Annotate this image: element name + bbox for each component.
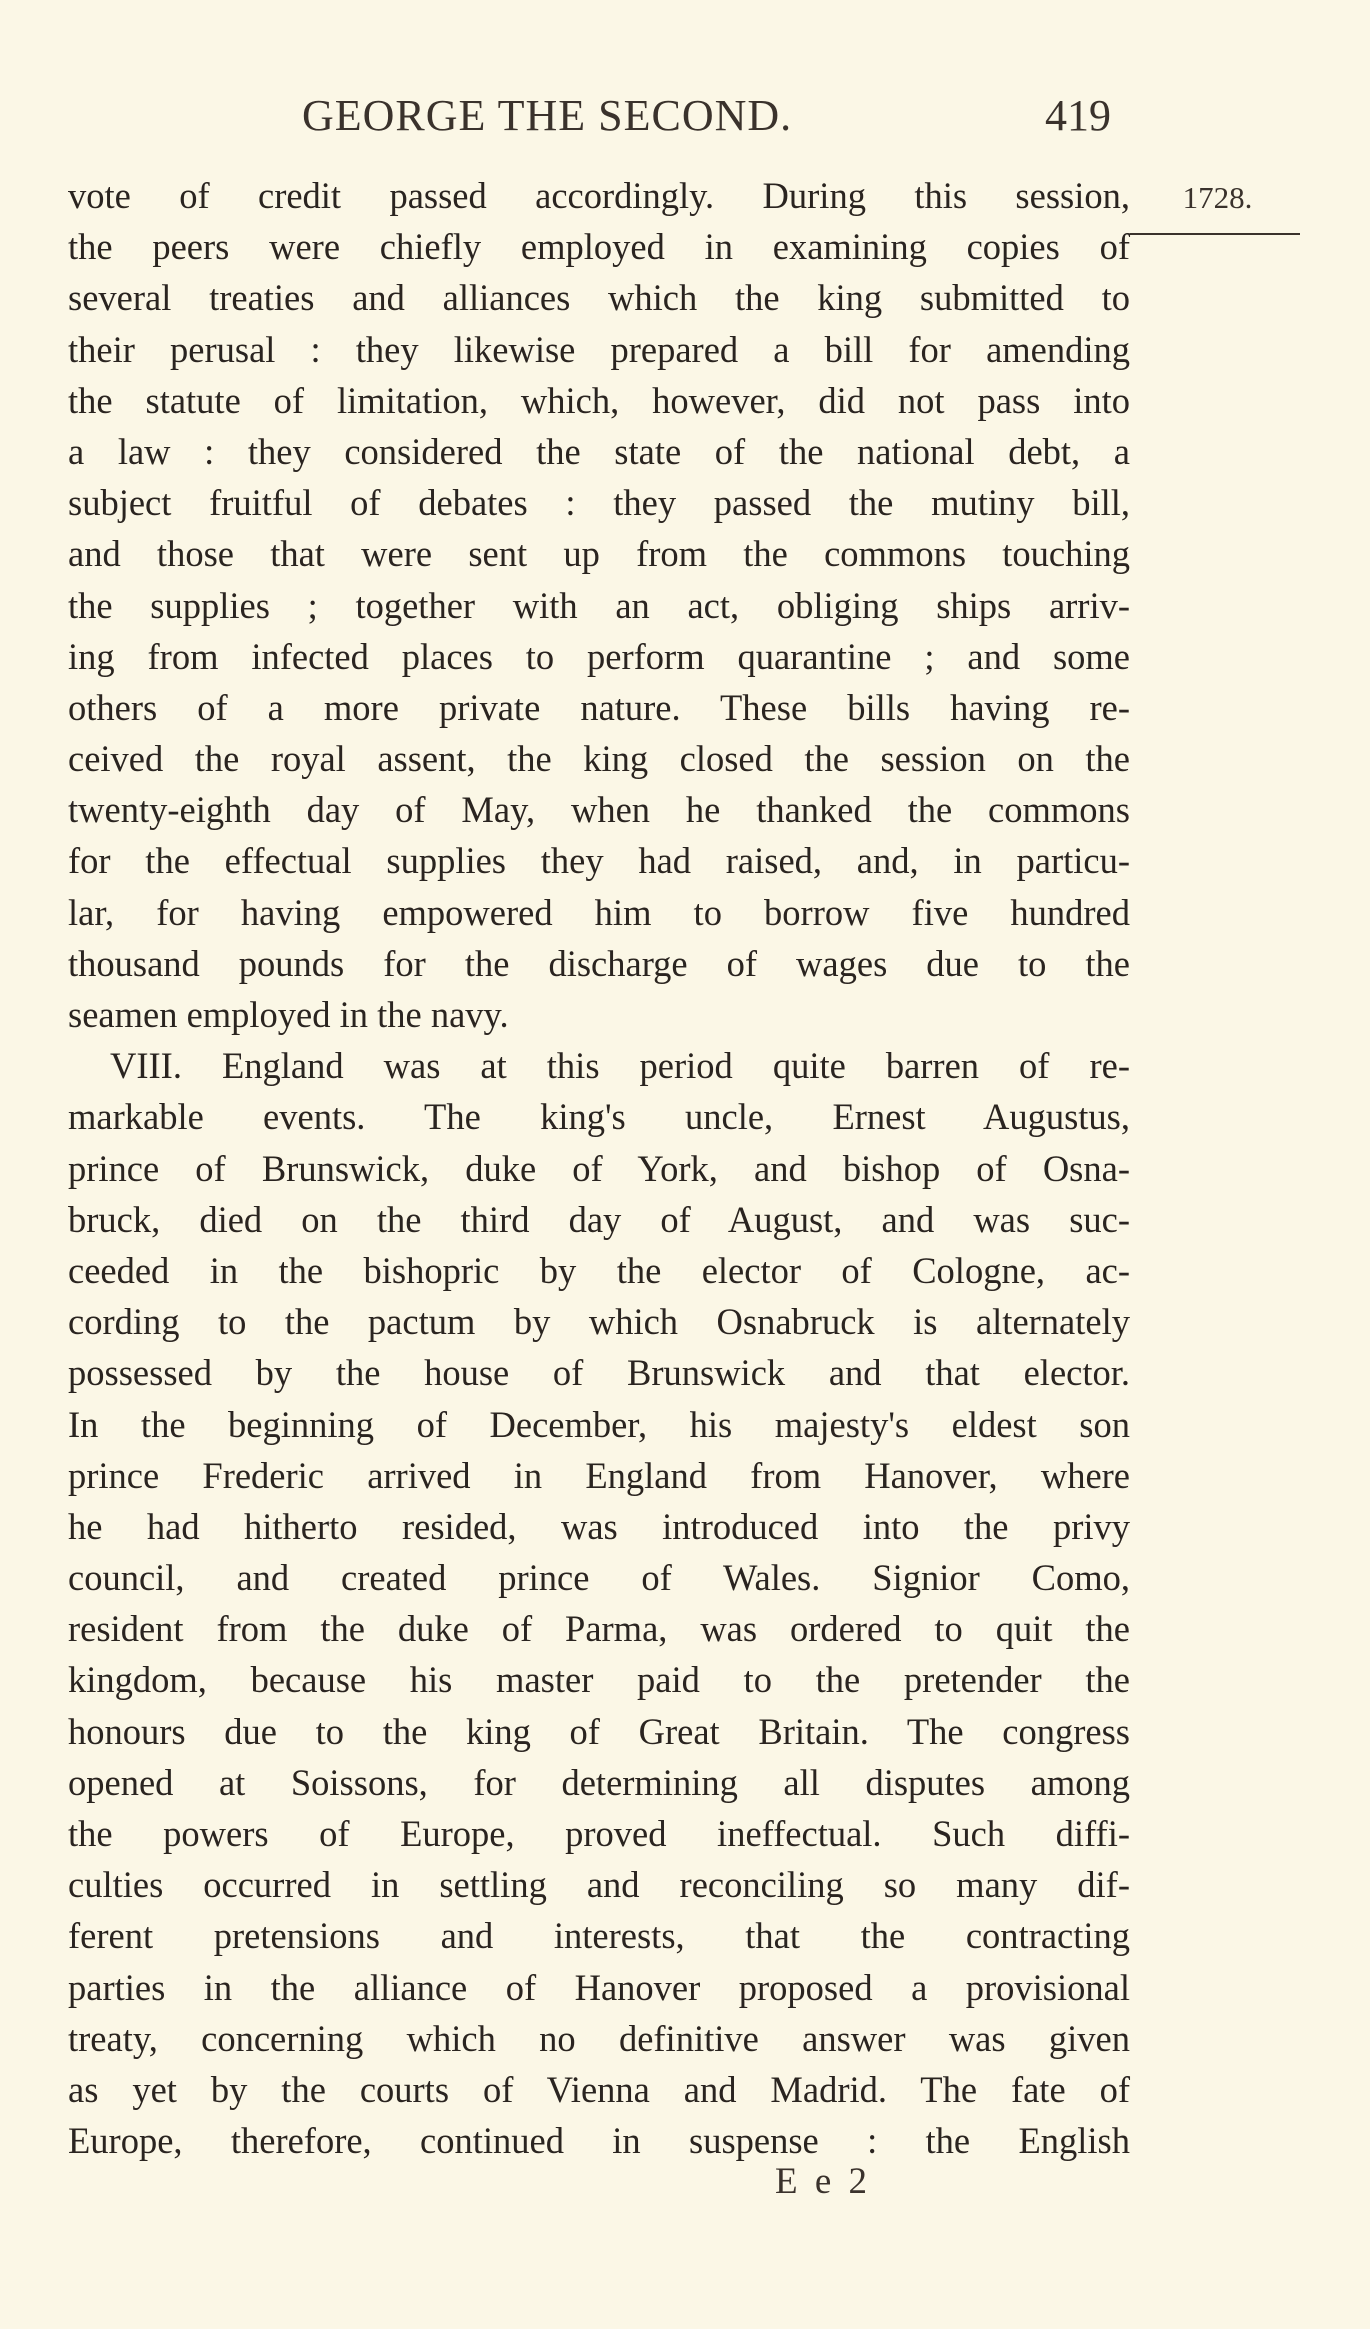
text-line: treaty, concerning which no definitive answer was given	[68, 2017, 1130, 2059]
text-line: the statute of limitation, which, however, did not pass into	[68, 379, 1130, 421]
text-line: parties in the alliance of Hanover proposed a provisional	[68, 1966, 1130, 2008]
margin-year: 1728.	[1182, 180, 1253, 215]
text-line: resident from the duke of Parma, was ordered to quit the	[68, 1608, 1130, 1650]
text-line: possessed by the house of Brunswick and that elector.	[68, 1352, 1130, 1394]
text-line: their perusal : they likewise prepared a bill for amending	[68, 328, 1130, 370]
text-line: markable events. The king's uncle, Ernest Augustus,	[68, 1096, 1130, 1138]
running-title: GEORGE THE SECOND.	[302, 91, 793, 140]
body-text	[68, 170, 1130, 2166]
text-line: ferent pretensions and interests, that the contracting	[68, 1915, 1130, 1957]
margin-rule	[1130, 233, 1300, 235]
text-line: cording to the pactum by which Osnabruck is alternately	[68, 1301, 1130, 1343]
page-number: 419	[1045, 91, 1111, 140]
text-line: opened at Soissons, for determining all disputes among	[68, 1761, 1130, 1803]
text-line: culties occurred in settling and reconciling so many dif-	[68, 1864, 1130, 1906]
text-line: prince Frederic arrived in England from Hanover, where	[68, 1454, 1130, 1496]
text-line: kingdom, because his master paid to the pretender the	[68, 1659, 1130, 1701]
text-line: ing from infected places to perform quarantine ; and some	[68, 635, 1130, 677]
text-line: In the beginning of December, his majesty's eldest son	[68, 1403, 1130, 1445]
text-line: ceeded in the bishopric by the elector of Cologne, ac-	[68, 1249, 1130, 1291]
text-line: twenty-eighth day of May, when he thanked the commons	[68, 789, 1130, 831]
text-line: the peers were chiefly employed in examining copies of	[68, 226, 1130, 268]
section-start-line: VIII. England was at this period quite barren of re-	[110, 1045, 1130, 1087]
text-line: the supplies ; together with an act, obliging ships arriv-	[68, 584, 1130, 626]
text-line: a law : they considered the state of the national debt, a	[68, 430, 1130, 472]
text-line: and those that were sent up from the commons touching	[68, 533, 1130, 575]
text-line: seamen employed in the navy.	[68, 994, 509, 1035]
text-line: he had hitherto resided, was introduced into the privy	[68, 1505, 1130, 1547]
text-line: Europe, therefore, continued in suspense : the English	[68, 2120, 1130, 2162]
text-line: bruck, died on the third day of August, and was suc-	[68, 1198, 1130, 1240]
text-line: subject fruitful of debates : they passed the mutiny bill,	[68, 482, 1130, 524]
text-line: for the effectual supplies they had raised, and, in particu-	[68, 840, 1130, 882]
text-line: prince of Brunswick, duke of York, and bishop of Osna-	[68, 1147, 1130, 1189]
page-header	[70, 90, 1120, 150]
text-line: several treaties and alliances which the king submitted to	[68, 277, 1130, 319]
text-line: vote of credit passed accordingly. During this session,	[68, 175, 1130, 216]
text-line: ceived the royal assent, the king closed the session on the	[68, 738, 1130, 780]
text-line: honours due to the king of Great Britain. The congress	[68, 1710, 1130, 1752]
margin-note	[1165, 180, 1280, 216]
text-line: as yet by the courts of Vienna and Madrid. The fate of	[68, 2068, 1130, 2110]
text-line: the powers of Europe, proved ineffectual. Such diffi-	[68, 1813, 1130, 1854]
text-line: lar, for having empowered him to borrow five hundred	[68, 891, 1130, 933]
text-line: council, and created prince of Wales. Signior Como,	[68, 1557, 1130, 1599]
text-line: others of a more private nature. These bills having re-	[68, 686, 1130, 728]
signature-mark: E e 2	[775, 2161, 872, 2202]
text-line: thousand pounds for the discharge of wages due to the	[68, 942, 1130, 984]
